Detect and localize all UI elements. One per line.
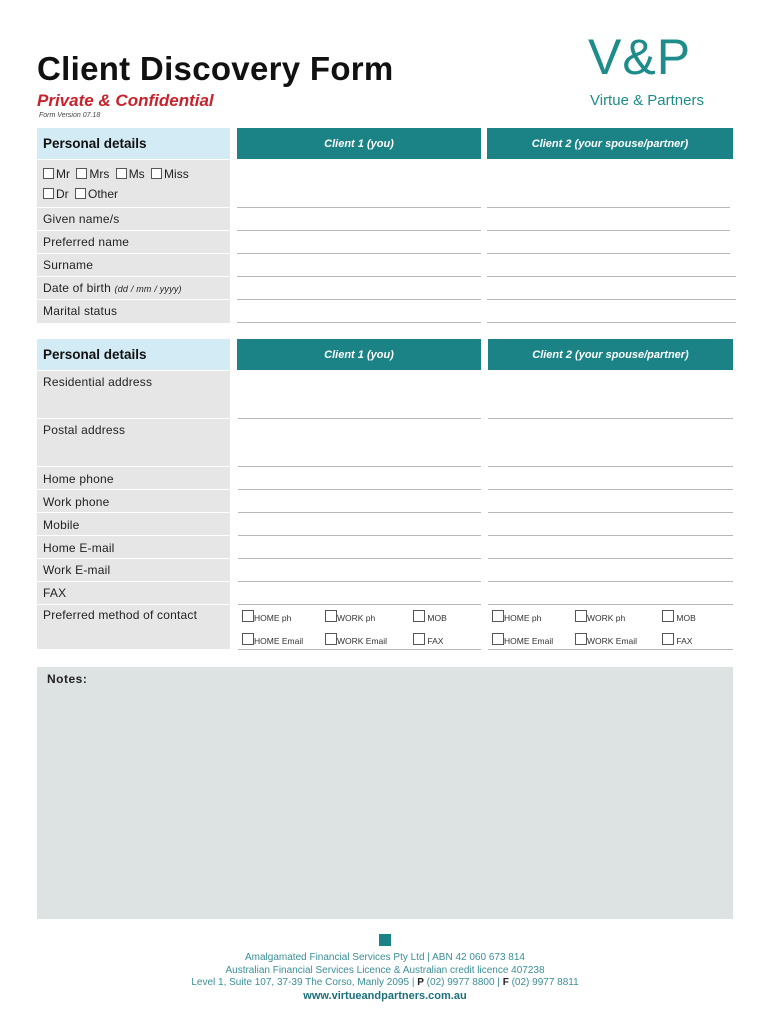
contact-label: HOME ph: [504, 613, 542, 623]
checkbox[interactable]: [325, 610, 337, 622]
title-label-ms: Ms: [128, 167, 145, 181]
client1-contact-mob[interactable]: [413, 610, 447, 623]
client2-fax-field[interactable]: [488, 604, 733, 605]
client2-work-phone-field[interactable]: [488, 512, 733, 513]
client2-contact-home-ph[interactable]: [492, 610, 541, 623]
label-preferred-contact: Preferred method of contact: [43, 608, 198, 622]
client1-contact-fax[interactable]: [413, 633, 443, 646]
checkbox[interactable]: [413, 633, 425, 645]
contact-label: WORK ph: [587, 613, 626, 623]
label-given-names: Given name/s: [43, 212, 120, 226]
footer-address: Level 1, Suite 107, 37-39 The Corso, Manly 2095 |: [191, 977, 415, 988]
footer-square-icon: [379, 934, 391, 946]
client2-contact-bottom-line: [488, 649, 733, 650]
label-surname: Surname: [43, 258, 94, 272]
footer-phone: (02) 9977 8800: [426, 977, 495, 988]
client1-postal-address-field[interactable]: [238, 466, 481, 467]
section1-client1-header: Client 1 (you): [237, 128, 481, 159]
client2-contact-work-ph[interactable]: [575, 610, 625, 623]
client2-given-names-field[interactable]: [487, 207, 730, 208]
checkbox[interactable]: [575, 610, 587, 622]
client2-mobile-field[interactable]: [488, 535, 733, 536]
client2-residential-address-field[interactable]: [488, 418, 733, 419]
footer-company-line: Amalgamated Financial Services Pty Ltd | ABN 42 060 673 814: [245, 952, 525, 963]
client2-preferred-name-field[interactable]: [487, 230, 730, 231]
checkbox[interactable]: [492, 633, 504, 645]
title-label-mrs: Mrs: [89, 167, 110, 181]
checkbox[interactable]: [413, 610, 425, 622]
client1-fax-field[interactable]: [238, 604, 481, 605]
logo-text: Virtue & Partners: [590, 92, 704, 109]
client2-postal-address-field[interactable]: [488, 466, 733, 467]
footer-fax: (02) 9977 8811: [511, 977, 579, 988]
label-fax: FAX: [43, 586, 67, 600]
section2-heading: Personal details: [37, 339, 230, 370]
client2-home-phone-field[interactable]: [488, 489, 733, 490]
title-label-miss: Miss: [164, 167, 189, 181]
label-home-phone: Home phone: [43, 472, 114, 486]
checkbox[interactable]: [662, 610, 674, 622]
label-mobile: Mobile: [43, 518, 80, 532]
notes-label: Notes:: [47, 672, 88, 686]
title-checkbox-other[interactable]: [75, 188, 86, 199]
client1-work-phone-field[interactable]: [238, 512, 481, 513]
title-checkbox-miss[interactable]: [151, 168, 162, 179]
client1-marital-status-field[interactable]: [237, 299, 481, 300]
contact-label: HOME ph: [254, 613, 292, 623]
client2-contact-work-email[interactable]: [575, 633, 637, 646]
title-options-row1: [43, 167, 192, 181]
client1-section1-bottom-line: [237, 322, 481, 323]
footer-address-line: [0, 977, 770, 988]
title-label-mr: Mr: [56, 167, 70, 181]
confidential-subtitle: Private & Confidential: [37, 91, 214, 110]
label-date-of-birth: [37, 281, 182, 295]
footer-phone-label: P: [417, 977, 424, 988]
client2-contact-mob[interactable]: [662, 610, 696, 623]
logo-mark: V&P: [588, 29, 692, 85]
checkbox[interactable]: [325, 633, 337, 645]
footer-separator: |: [497, 977, 500, 988]
section1-heading: Personal details: [37, 128, 230, 159]
client1-contact-work-ph[interactable]: [325, 610, 375, 623]
checkbox[interactable]: [662, 633, 674, 645]
checkbox[interactable]: [242, 633, 254, 645]
client2-dob-field[interactable]: [487, 276, 736, 277]
contact-label: MOB: [427, 613, 447, 623]
label-postal-address: Postal address: [43, 423, 126, 437]
form-title: Client Discovery Form: [37, 50, 394, 87]
client1-contact-home-ph[interactable]: [242, 610, 291, 623]
title-checkbox-mrs[interactable]: [76, 168, 87, 179]
label-residential-address: Residential address: [43, 375, 153, 389]
contact-label: FAX: [427, 636, 444, 646]
title-options-row2: [43, 187, 121, 201]
client2-marital-status-field[interactable]: [487, 299, 736, 300]
form-version: Form Version 07.18: [39, 112, 101, 119]
dob-format-hint: (dd / mm / yyyy): [114, 284, 182, 294]
client1-work-email-field[interactable]: [238, 581, 481, 582]
checkbox[interactable]: [492, 610, 504, 622]
client2-contact-home-email[interactable]: [492, 633, 553, 646]
contact-label: FAX: [676, 636, 693, 646]
label-home-email: Home E-mail: [43, 541, 115, 555]
notes-box[interactable]: [37, 667, 733, 919]
client2-section1-bottom-line: [487, 322, 736, 323]
client2-work-email-field[interactable]: [488, 581, 733, 582]
client2-home-email-field[interactable]: [488, 558, 733, 559]
checkbox[interactable]: [575, 633, 587, 645]
label-marital-status: Marital status: [43, 304, 118, 318]
footer-fax-label: F: [502, 977, 509, 988]
dob-label-text: Date of birth: [43, 281, 111, 295]
title-checkbox-ms[interactable]: [116, 168, 127, 179]
section2-client1-header: Client 1 (you): [237, 339, 481, 370]
footer-website-link[interactable]: www.virtueandpartners.com.au: [303, 990, 467, 1002]
section2-client2-header: Client 2 (your spouse/partner): [488, 339, 733, 370]
title-label-other: Other: [88, 187, 119, 201]
title-checkbox-mr[interactable]: [43, 168, 54, 179]
client2-contact-fax[interactable]: [662, 633, 692, 646]
title-checkbox-dr[interactable]: [43, 188, 54, 199]
label-preferred-name: Preferred name: [43, 235, 130, 249]
client1-contact-work-email[interactable]: [325, 633, 387, 646]
contact-label: MOB: [676, 613, 696, 623]
client1-home-phone-field[interactable]: [238, 489, 481, 490]
contact-label: WORK Email: [587, 636, 638, 646]
client1-contact-home-email[interactable]: [242, 633, 303, 646]
contact-label: HOME Email: [254, 636, 304, 646]
checkbox[interactable]: [242, 610, 254, 622]
client1-mobile-field[interactable]: [238, 535, 481, 536]
section1-client2-header: Client 2 (your spouse/partner): [487, 128, 733, 159]
client1-residential-address-field[interactable]: [238, 418, 481, 419]
contact-label: WORK ph: [337, 613, 376, 623]
client1-dob-field[interactable]: [237, 276, 481, 277]
client1-preferred-name-field[interactable]: [237, 230, 481, 231]
client1-home-email-field[interactable]: [238, 558, 481, 559]
label-work-email: Work E-mail: [43, 563, 111, 577]
client2-surname-field[interactable]: [487, 253, 730, 254]
label-work-phone: Work phone: [43, 495, 110, 509]
title-label-dr: Dr: [56, 187, 69, 201]
client1-surname-field[interactable]: [237, 253, 481, 254]
contact-label: HOME Email: [504, 636, 554, 646]
contact-label: WORK Email: [337, 636, 388, 646]
footer-licence-line: Australian Financial Services Licence & Australian credit licence 407238: [225, 965, 545, 976]
client1-contact-bottom-line: [238, 649, 481, 650]
client1-given-names-field[interactable]: [237, 207, 481, 208]
